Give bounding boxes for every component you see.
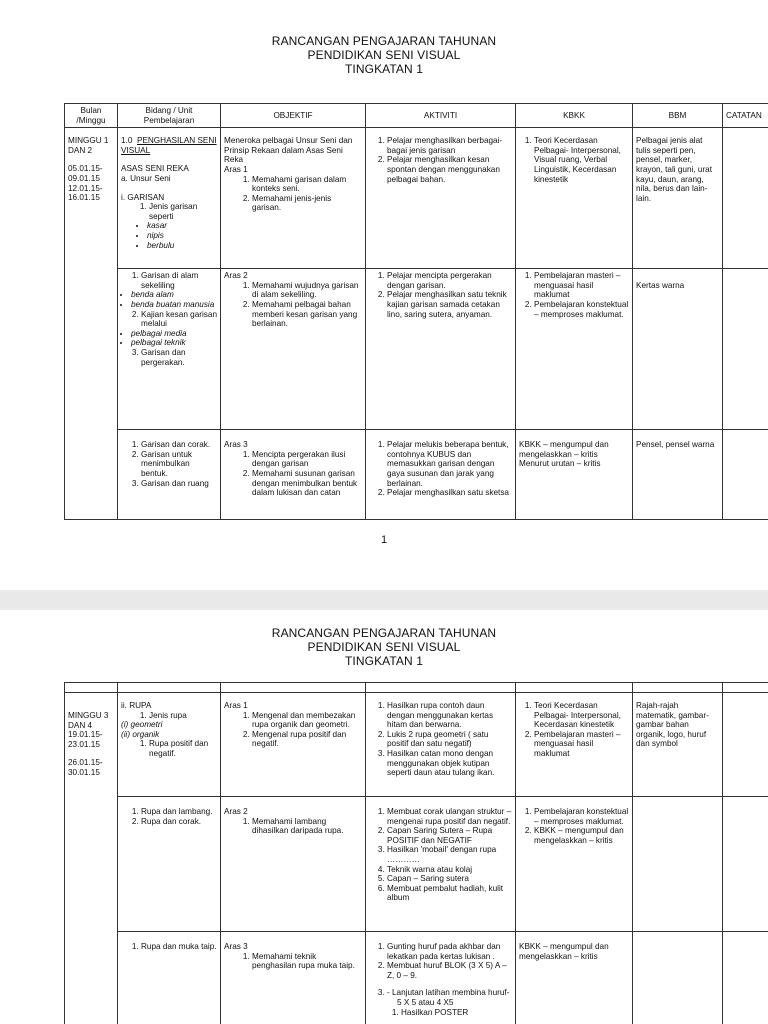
list-item: 1. Hasilkan POSTER [401, 1008, 512, 1018]
page-header [0, 626, 768, 668]
col-header-aktiviti: AKTIVITI [366, 104, 516, 128]
list-item: 1. Pembelajaran konstektual – memproses maklumat. [534, 807, 629, 826]
list-item: 1. Teori Kecerdasan Pelbagai- Interpersonal, Kecerdasan kinestetik [534, 701, 629, 730]
list-item: • kasar [147, 221, 217, 231]
bbm-text: Kertas warna [636, 281, 685, 291]
header-line-2: PENDIDIKAN SENI VISUAL [307, 640, 461, 654]
aras-label: Aras 1 [224, 701, 248, 710]
date-item: 09.01.15 [68, 173, 100, 183]
aras-label: Aras 3 [224, 440, 248, 450]
list-item: 2. Kajian kesan garisan melalui • pelbagai media • pelbagai teknik [141, 310, 217, 348]
table-row [65, 932, 768, 1024]
unit-list [121, 440, 217, 488]
aras-label: Aras 3 [224, 942, 248, 951]
list-item: 1. Membuat corak ulangan struktur – mengenai rupa positif dan negatif. [387, 807, 512, 826]
list-item: 2. Pelajar menghasilkan satu sketsa [387, 488, 512, 498]
table-header-row [65, 104, 768, 128]
objective-cell [221, 693, 366, 797]
kbkk-list [519, 136, 629, 184]
list-item: 2. Capan Saring Sutera – Rupa POSITIF dan NEGATIF [387, 826, 512, 845]
list-item: 3. Hasilkan 'mobail' dengan rupa ………… [387, 845, 512, 864]
aras-label: Aras 2 [224, 271, 248, 281]
activity-cell [366, 932, 516, 1024]
list-item: 4. Teknik warna atau kolaj [387, 865, 512, 875]
kbkk-list [519, 807, 629, 845]
aras-label: Aras 1 [224, 164, 248, 174]
bullet-list [131, 329, 217, 348]
page-header [0, 34, 768, 76]
bullet-list [121, 221, 217, 250]
kbkk-cell [516, 269, 633, 430]
unit-sub: (ii) organik [121, 729, 160, 739]
list-item: • benda buatan manusia [131, 300, 217, 310]
list-item: 3. Hasilkan catan mono dengan menggunakan objek kutipan seperti daun atau tulang ikan. [387, 749, 512, 778]
list-item: 1. Memahami wujudnya garisan di alam sekeliling. [252, 281, 362, 300]
bbm-text: Pensel, pensel warna [636, 440, 715, 450]
kbkk-cell [516, 693, 633, 797]
activity-cell [366, 430, 516, 520]
header-line-3: TINGKATAN 1 [345, 62, 423, 76]
plan-table-1 [64, 103, 768, 520]
list-item: 1. Teori Kecerdasan Pelbagai- Interpersonal, Visual ruang, Verbal Linguistik, Kecerdasan kinestetik [534, 136, 629, 184]
unit-cell [118, 430, 221, 520]
list-item: 2. Memahami pelbagai bahan memberi kesan garisan yang berlainan. [252, 300, 362, 329]
catatan-cell [723, 430, 768, 520]
table-row [65, 269, 768, 430]
list-item: 1. Jenis garisan seperti [149, 202, 217, 221]
list-item: 2. Pelajar menghasilkan kesan spontan dengan menggunakan pelbagai bahan. [387, 155, 512, 184]
col-header-objektif: OBJEKTIF [221, 104, 366, 128]
list-item: • pelbagai teknik [131, 338, 217, 348]
list-item: 2. Membuat huruf BLOK (3 X 5) A – Z, 0 – 9. [387, 961, 512, 980]
activity-cell [366, 797, 516, 932]
list-item: 2. KBKK – mengumpul dan mengelaskkan – kritis [534, 826, 629, 845]
week-cell [65, 128, 118, 520]
list-item: • nipis [147, 231, 217, 241]
objective-cell [221, 932, 366, 1024]
header-line-2: PENDIDIKAN SENI VISUAL [307, 48, 461, 62]
bbm-cell [633, 269, 723, 430]
list-item: 1. Pelajar menghasilkan berbagai-bagai jenis garisan [387, 136, 512, 155]
date-item: 30.01.15 [68, 767, 100, 777]
unit-list [121, 271, 217, 367]
list-item: 1. Memahami teknik penghasilan rupa muka taip. [252, 952, 362, 971]
aras-label: Aras 2 [224, 807, 248, 816]
list-item: 1. Jenis rupa [149, 711, 217, 721]
activity-list [369, 136, 512, 184]
unit-cell [118, 128, 221, 269]
objective-cell [221, 128, 366, 269]
col-header-bidang: Bidang / Unit Pembelajaran [118, 104, 221, 128]
date-item: 23.01.15 [68, 739, 100, 749]
kbkk-cell [516, 430, 633, 520]
list-item: 2. Pelajar menghasilkan satu teknik kajian garisan samada cetakan lino, saring sutera, anyaman. [387, 290, 512, 319]
catatan-cell [723, 693, 768, 797]
bbm-cell [633, 693, 723, 797]
activity-list [369, 271, 512, 319]
page-number: 1 [380, 534, 388, 546]
list-item: 1. Memahami lambang dihasilkan daripada rupa. [252, 817, 362, 836]
unit-cell [118, 269, 221, 430]
catatan-cell [723, 932, 768, 1024]
list-item: 1. Rupa dan lambang. [141, 807, 217, 817]
unit-list [121, 807, 217, 826]
objective-list [224, 711, 362, 749]
table-row [65, 797, 768, 932]
date-item: 12.01.15- [68, 183, 103, 193]
kbkk-cell [516, 797, 633, 932]
list-item: • pelbagai media [131, 329, 217, 339]
catatan-cell [723, 797, 768, 932]
catatan-cell [723, 128, 768, 269]
objective-list [224, 952, 362, 971]
kbkk-list [519, 271, 629, 319]
kbkk-text: KBKK – mengumpul dan mengelaskkan – kritis Menurut urutan – kritis [519, 440, 609, 469]
list-item: 2. Rupa dan corak. [141, 817, 217, 827]
table-row [65, 128, 768, 269]
objective-cell [221, 797, 366, 932]
list-item: 1. Mencipta pergerakan ilusi dengan garisan [252, 450, 362, 469]
date-item: 19.01.15- [68, 730, 103, 740]
table-row [65, 693, 768, 797]
list-item: • benda alam [131, 290, 217, 300]
unit-cell [118, 693, 221, 797]
activity-list [369, 807, 512, 903]
list-item: 1. Memahami garisan dalam konteks seni. [252, 175, 362, 194]
list-item: 2. Lukis 2 rupa geometri ( satu positif dan satu negatif) [387, 730, 512, 749]
page-gap [0, 590, 768, 610]
list-item: 1. Garisan di alam sekeliling • benda alam • benda buatan manusia [141, 271, 217, 309]
list-item: 1. Pembelajaran masteri – menguasai hasil maklumat [534, 271, 629, 300]
list-item: 2. Memahami jenis-jenis garisan. [252, 194, 362, 213]
bbm-text: Rajah-rajah matematik, gambar-gambar bahan organik, logo, huruf dan symbol [636, 701, 709, 749]
objective-intro: Meneroka pelbagai Unsur Seni dan Prinsip Rekaan dalam Asas Seni Reka [224, 136, 353, 165]
activity-sub: 5 X 5 atau 4 X5 [397, 997, 454, 1007]
objective-list [224, 281, 362, 329]
kbkk-text: KBKK – mengumpul dan mengelaskkan – kritis [519, 942, 609, 961]
list-item: 1. Garisan dan corak. [141, 440, 217, 450]
list-item: 1. Mengenal dan membezakan rupa organik dan geometri. [252, 711, 362, 730]
kbkk-list [519, 701, 629, 759]
header-line-1: RANCANGAN PENGAJARAN TAHUNAN [271, 34, 497, 48]
activity-list [369, 440, 512, 498]
plan-table-2 [64, 682, 768, 1024]
date-item: 16.01.15 [68, 193, 100, 203]
unit-sub: (i) geometri [121, 720, 163, 730]
unit-sub: a. Unsur Seni [121, 173, 171, 183]
objective-cell [221, 430, 366, 520]
unit-cell [118, 797, 221, 932]
week-label: MINGGU 3 DAN 4 [68, 711, 109, 730]
bbm-cell [633, 932, 723, 1024]
bbm-cell [633, 797, 723, 932]
objective-list [224, 817, 362, 836]
list-item: 1. Hasilkan rupa contoh daun dengan menggunakan kertas hitam dan berwarna. [387, 701, 512, 730]
list-item: 5. Capan – Saring sutera [387, 874, 512, 884]
header-line-3: TINGKATAN 1 [345, 654, 423, 668]
unit-list [121, 739, 217, 758]
list-item: 1. Pelajar melukis beberapa bentuk, contohnya KUBUS dan memasukkan garisan dengan gaya susunan dan jarak yang berlainan. [387, 440, 512, 488]
list-item: 1. Pelajar mencipta pergerakan dengan garisan. [387, 271, 512, 290]
unit-sub: ASAS SENI REKA [121, 164, 189, 174]
objective-cell [221, 269, 366, 430]
unit-list [121, 202, 217, 221]
list-item: 2. Memahami susunan garisan dengan menimbulkan bentuk dalam lukisan dan catan [252, 469, 362, 498]
bullet-list [131, 290, 217, 309]
list-item: 2. Mengenal rupa positif dan negatif. [252, 730, 362, 749]
unit-list [121, 942, 217, 952]
list-item: 1. Gunting huruf pada akhbar dan lekatkan pada kertas lukisan . [387, 942, 512, 961]
bbm-cell [633, 430, 723, 520]
list-item: 1. Rupa positif dan negatif. [149, 739, 217, 758]
col-header-kbkk: KBKK [516, 104, 633, 128]
unit-sub: i. GARISAN [121, 192, 165, 202]
list-item: 6. Membuat pembalut hadiah, kulit album [387, 884, 512, 903]
date-item: 05.01.15- [68, 164, 103, 174]
list-item: 2. Pembelajaran masteri – menguasai hasil maklumat [534, 730, 629, 759]
table-header-row [65, 683, 768, 693]
document-page-2 [0, 610, 768, 1024]
header-line-1: RANCANGAN PENGAJARAN TAHUNAN [271, 626, 497, 640]
kbkk-cell [516, 932, 633, 1024]
unit-list [121, 711, 217, 721]
objective-list [224, 175, 362, 213]
unit-cell [118, 932, 221, 1024]
bbm-cell [633, 128, 723, 269]
col-header-bulan: Bulan /Minggu [65, 104, 118, 128]
list-item: 3. Garisan dan pergerakan. [141, 348, 217, 367]
list-item: 2. Garisan untuk menimbulkan bentuk. [141, 450, 217, 479]
activity-list [369, 701, 512, 778]
list-item: 3. - Lanjutan latihan membina huruf- 5 X 5 atau 4 X5 1. Hasilkan POSTER [387, 988, 512, 1017]
activity-cell [366, 693, 516, 797]
objective-list [224, 450, 362, 498]
week-label: MINGGU 1 DAN 2 [68, 136, 109, 155]
activity-cell [366, 269, 516, 430]
list-item: 3. Garisan dan ruang [141, 479, 217, 489]
date-item: 26.01.15- [68, 758, 103, 768]
activity-list [369, 942, 512, 1017]
bbm-text: Pelbagai jenis alat tulis seperti pen, pensel, marker, krayon, tali guni, urat kayu, daun, arang, nila, berus dan lain-lain. [636, 136, 713, 203]
catatan-cell [723, 269, 768, 430]
list-item: • berbulu [147, 241, 217, 251]
table-row [65, 430, 768, 520]
activity-cell [366, 128, 516, 269]
list-item: 1. Rupa dan muka taip. [141, 942, 217, 952]
week-cell [65, 693, 118, 1024]
col-header-catatan: CATATAN [723, 104, 768, 128]
col-header-bbm: BBM [633, 104, 723, 128]
unit-title: 1.0 PENGHASILAN SENI VISUAL [121, 136, 217, 155]
list-item: 2. Pembelajaran konstektual – memproses maklumat. [534, 300, 629, 319]
activity-sub-list [387, 1008, 512, 1018]
kbkk-cell [516, 128, 633, 269]
unit-sub: ii. RUPA [121, 701, 152, 710]
